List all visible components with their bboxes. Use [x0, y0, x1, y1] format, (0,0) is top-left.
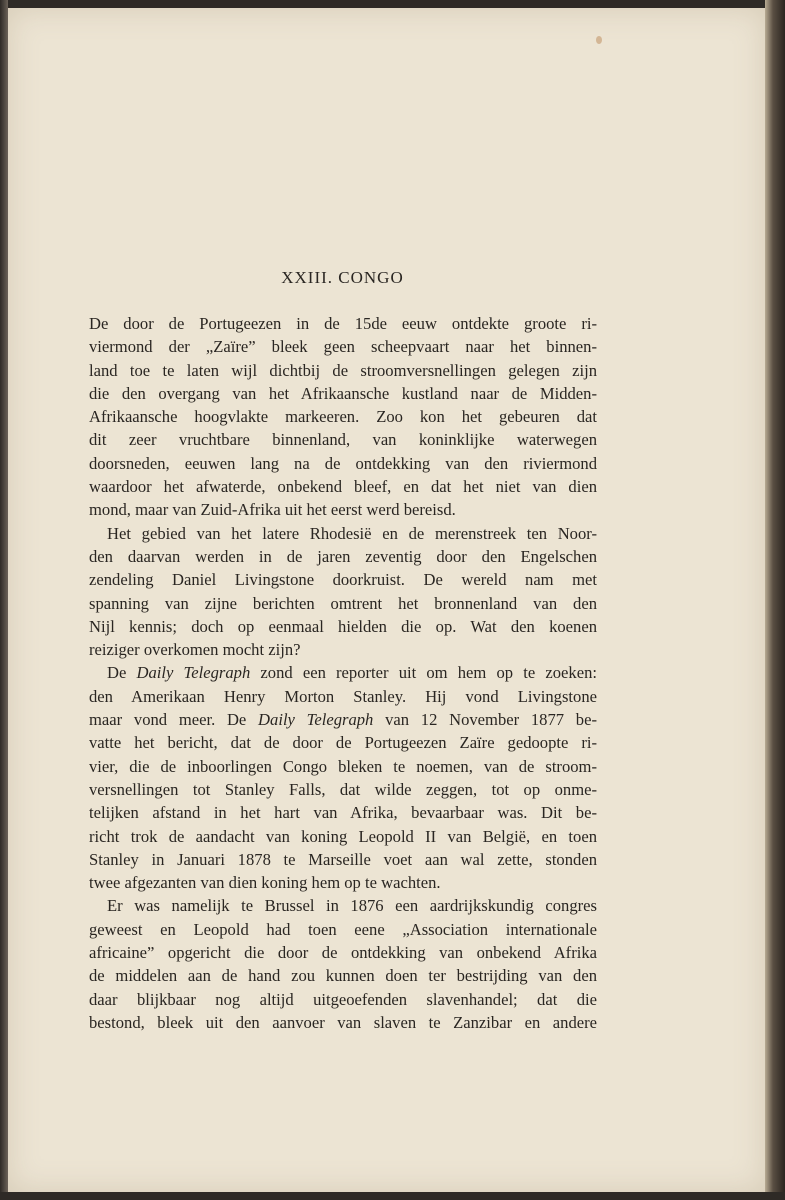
text-line: doorsneden, eeuwen lang na de ontdekking van den riviermond — [89, 453, 597, 473]
newspaper-name: Daily Telegraph — [258, 710, 374, 730]
text-line: richt trok de aandacht van koning Leopold II van België, en toen — [89, 826, 597, 846]
text-line: Stanley in Januari 1878 te Marseille voet aan wal zette, stonden — [89, 849, 597, 869]
text-line: den Amerikaan Henry Morton Stanley. Hij vond Livingstone — [89, 686, 597, 706]
book-spine-edge — [765, 0, 785, 1200]
text-line: Het gebied van het latere Rhodesië en de merenstreek ten Noor- — [107, 523, 597, 543]
text-fragment: zond een reporter uit om hem op te zoeken: — [250, 663, 597, 683]
text-line: die den overgang van het Afrikaansche kustland naar de Midden- — [89, 383, 597, 403]
text-line: viermond der „Zaïre” bleek geen scheepvaart naar het binnen- — [89, 337, 597, 357]
text-line: vatte het bericht, dat de door de Portugeezen Zaïre gedoopte ri- — [89, 733, 597, 753]
page-left-edge — [0, 0, 8, 1200]
text-line: mond, maar van Zuid-Afrika uit het eerst werd bereisd. — [89, 500, 456, 520]
text-line: bestond, bleek uit den aanvoer van slaven te Zanzibar en andere — [89, 1012, 597, 1032]
text-line: den daarvan werden in de jaren zeventig door den Engelschen — [89, 546, 597, 566]
text-fragment: van 12 November 1877 be- — [373, 710, 597, 730]
text-line: dit zeer vruchtbare binnenland, van koninklijke waterwegen — [89, 430, 597, 450]
newspaper-name: Daily Telegraph — [136, 663, 251, 683]
page-bottom-edge — [0, 1192, 785, 1200]
text-line: De door de Portugeezen in de 15de eeuw ontdekte groote ri- — [89, 314, 597, 333]
text-line: zendeling Daniel Livingstone doorkruist. De wereld nam met — [89, 570, 597, 590]
text-line: de middelen aan de hand zou kunnen doen ter bestrijding van den — [89, 966, 597, 986]
body-text — [89, 312, 597, 1034]
text-line: twee afgezanten van dien koning hem op te wachten. — [89, 873, 441, 893]
text-line — [89, 708, 597, 731]
text-line: Er was namelijk te Brussel in 1876 een aardrijkskundig congres — [107, 896, 597, 916]
text-line: vier, die de inboorlingen Congo bleken te noemen, van de stroom- — [89, 756, 597, 776]
text-fragment: maar vond meer. De — [89, 710, 259, 730]
text-line: telijken afstand in het hart van Afrika, bevaarbaar was. Dit be- — [89, 803, 597, 823]
text-line: daar blijkbaar nog altijd uitgeoefenden slavenhandel; dat die — [89, 989, 597, 1009]
text-line — [89, 661, 597, 684]
text-line: Nijl kennis; doch op eenmaal hielden die op. Wat den koenen — [89, 616, 597, 636]
text-line: spanning van zijne berichten omtrent het bronnenland van den — [89, 593, 597, 613]
text-line: africaine” opgericht die door de ontdekking van onbekend Afrika — [89, 943, 597, 963]
text-line: Afrikaansche hoogvlakte markeeren. Zoo kon het gebeuren dat — [89, 407, 597, 427]
text-line: land toe te laten wijl dichtbij de stroomversnellingen gelegen zijn — [89, 360, 597, 380]
text-line: waardoor het afwaterde, onbekend bleef, en dat het niet van dien — [89, 477, 597, 497]
paper-stain — [596, 36, 602, 44]
page-top-edge — [0, 0, 785, 8]
text-line: reiziger overkomen mocht zijn? — [89, 640, 301, 660]
text-line: geweest en Leopold had toen eene „Association internationale — [89, 919, 597, 939]
chapter-title: XXIII. CONGO — [281, 268, 404, 287]
text-line: versnellingen tot Stanley Falls, dat wilde zeggen, tot op onme- — [89, 779, 597, 799]
text-fragment: De — [107, 663, 137, 683]
